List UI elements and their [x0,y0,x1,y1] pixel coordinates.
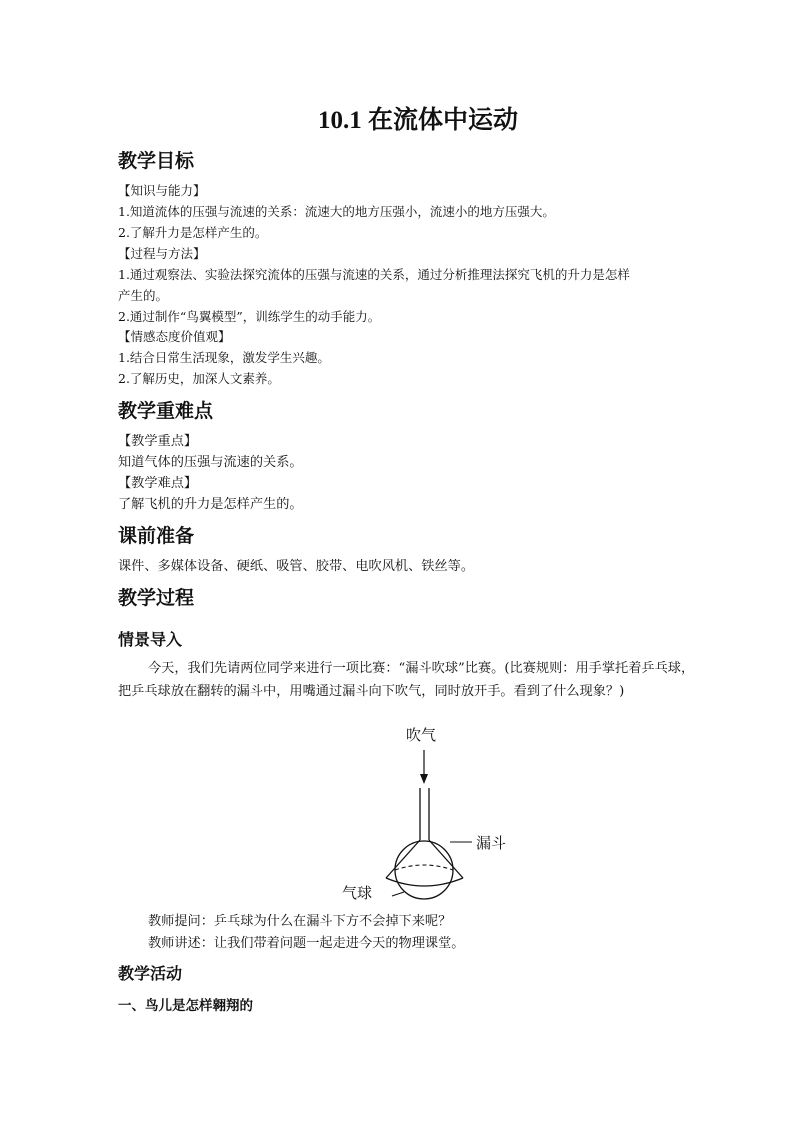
ball-outline [395,841,453,899]
activity-heading: 教学活动 [118,964,183,983]
arrow-head-icon [420,774,428,784]
objectives-line: 【过程与方法】 [118,246,206,261]
key-points-heading: 教学重难点 [118,400,214,422]
process-heading: 教学过程 [118,587,195,609]
objectives-line: 2.了解升力是怎样产生的。 [118,225,268,240]
preparation-heading: 课前准备 [118,525,195,547]
intro-paragraph: 今天，我们先请两位同学来进行一项比赛：“漏斗吹球”比赛。(比赛规则：用手掌托着乒乓球，把乒乓球放在翻转的漏斗中，用嘴通过漏斗向下吹气，同时放开手。看到了什么现象？) [118,661,695,699]
figure-label-blow: 吹气 [406,726,437,744]
objectives-line: 【情感态度价值观】 [118,329,231,344]
ball-hidden-edge [395,865,453,870]
key-points-line: 了解飞机的升力是怎样产生的。 [118,497,303,512]
funnel-diagram [338,718,498,908]
objectives-line: 1.知道流体的压强与流速的关系：流速大的地方压强小，流速小的地方压强大。 [118,204,555,219]
objectives-line: 1.通过观察法、实验法探究流体的压强与流速的关系，通过分析推理法探究飞机的升力是怎样 [118,267,630,282]
objectives-line: 1.结合日常生活现象，激发学生兴趣。 [118,350,330,365]
activity-subheading: 一、鸟儿是怎样翱翔的 [118,998,253,1014]
funnel-figure [338,718,507,908]
objectives-line: 【知识与能力】 [118,183,206,198]
objectives-line: 产生的。 [118,288,169,303]
key-points-line: 【教学重点】 [118,434,198,449]
key-points-line: 知道气体的压强与流速的关系。 [118,455,303,470]
ball-label-line [392,892,404,896]
objectives-heading: 教学目标 [118,150,195,172]
key-points-line: 【教学难点】 [118,476,198,491]
teacher-talk: 教师讲述：让我们带着问题一起走进今天的物理课堂。 [148,936,465,951]
objectives-line: 2.了解历史，加深人文素养。 [118,371,280,386]
funnel-cone-right [429,840,463,878]
page-title: 10.1 在流体中运动 [317,107,518,134]
intro-heading: 情景导入 [118,630,183,649]
figure-label-ball: 气球 [342,884,373,902]
teacher-question: 教师提问：乒乓球为什么在漏斗下方不会掉下来呢？ [148,914,452,929]
figure-label-funnel: 漏斗 [476,834,507,852]
funnel-cone-left [386,840,420,878]
preparation-text: 课件、多媒体设备、硬纸、吸管、胶带、电吹风机、铁丝等。 [118,559,475,574]
objectives-line: 2.通过制作“鸟翼模型”，训练学生的动手能力。 [118,309,381,324]
